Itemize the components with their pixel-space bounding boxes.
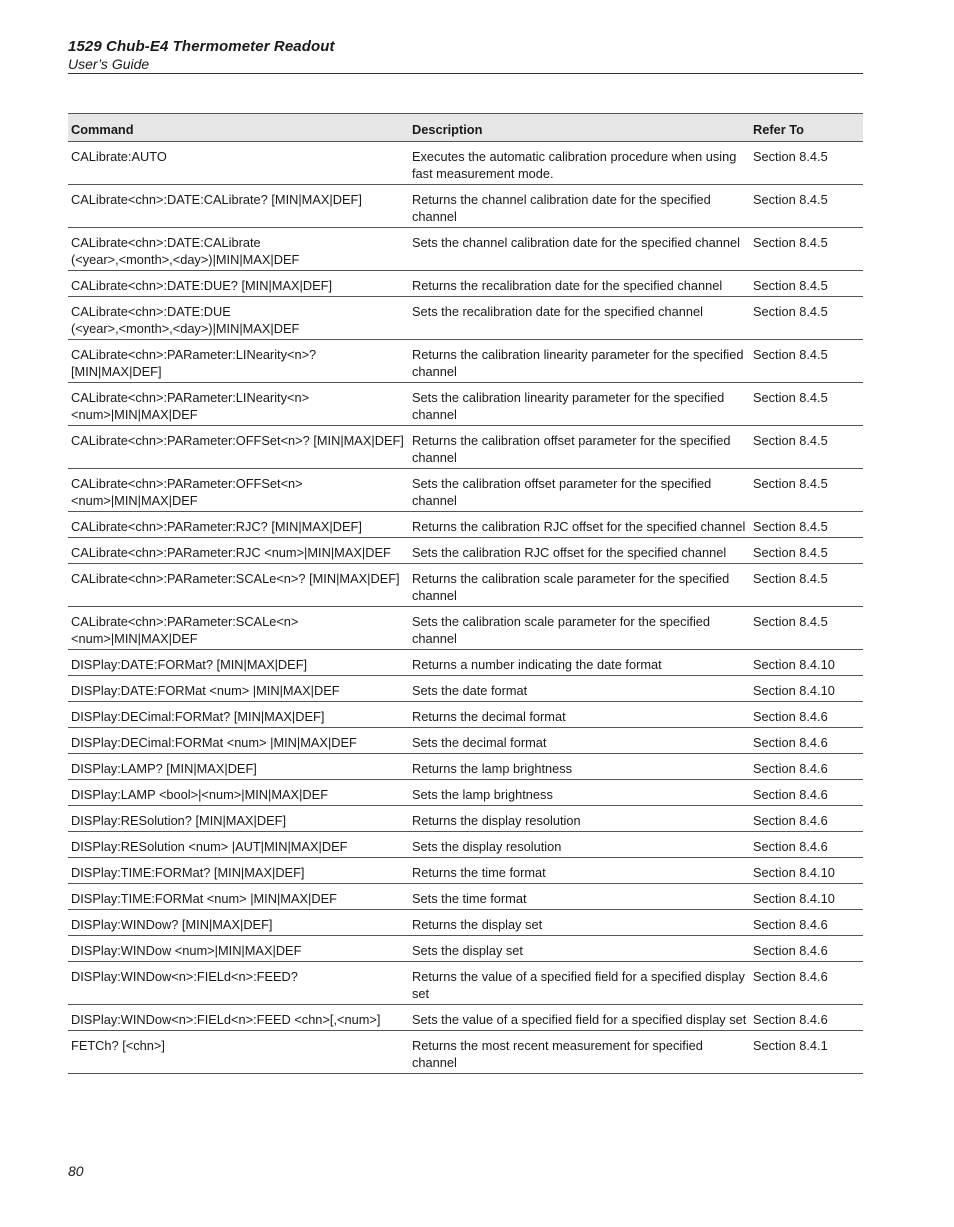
description-cell: Returns the channel calibration date for the specified channel <box>409 185 750 228</box>
refer-to-cell: Section 8.4.5 <box>750 538 863 564</box>
description-cell: Returns the calibration RJC offset for the specified channel <box>409 512 750 538</box>
command-cell: DISPlay:LAMP <bool>|<num>|MIN|MAX|DEF <box>68 780 409 806</box>
refer-to-cell: Section 8.4.6 <box>750 780 863 806</box>
table-row <box>68 676 863 702</box>
refer-to-cell: Section 8.4.5 <box>750 185 863 228</box>
refer-to-cell: Section 8.4.5 <box>750 340 863 383</box>
description-cell: Sets the decimal format <box>409 728 750 754</box>
description-cell: Sets the calibration scale parameter for the specified channel <box>409 607 750 650</box>
table-body <box>68 142 863 1074</box>
command-cell: DISPlay:DATE:FORMat? [MIN|MAX|DEF] <box>68 650 409 676</box>
table-row <box>68 780 863 806</box>
description-cell: Returns the calibration linearity parameter for the specified channel <box>409 340 750 383</box>
refer-to-cell: Section 8.4.6 <box>750 962 863 1005</box>
description-cell: Returns the lamp brightness <box>409 754 750 780</box>
description-cell: Returns the calibration scale parameter for the specified channel <box>409 564 750 607</box>
description-cell: Returns the decimal format <box>409 702 750 728</box>
description-cell: Sets the display resolution <box>409 832 750 858</box>
refer-to-cell: Section 8.4.5 <box>750 383 863 426</box>
table-row <box>68 538 863 564</box>
command-cell: DISPlay:TIME:FORMat <num> |MIN|MAX|DEF <box>68 884 409 910</box>
table-row <box>68 185 863 228</box>
refer-to-cell: Section 8.4.6 <box>750 936 863 962</box>
table-row <box>68 564 863 607</box>
description-cell: Sets the calibration offset parameter for the specified channel <box>409 469 750 512</box>
command-cell: DISPlay:RESolution <num> |AUT|MIN|MAX|DEF <box>68 832 409 858</box>
table-row <box>68 832 863 858</box>
table-row <box>68 858 863 884</box>
table-row <box>68 910 863 936</box>
description-cell: Sets the time format <box>409 884 750 910</box>
refer-to-cell: Section 8.4.10 <box>750 884 863 910</box>
table-row <box>68 469 863 512</box>
command-cell: CALibrate<chn>:DATE:CALibrate? [MIN|MAX|DEF] <box>68 185 409 228</box>
description-cell: Sets the calibration linearity parameter for the specified channel <box>409 383 750 426</box>
description-cell: Returns the recalibration date for the specified channel <box>409 271 750 297</box>
column-header-description: Description <box>409 114 750 142</box>
command-cell: DISPlay:WINDow? [MIN|MAX|DEF] <box>68 910 409 936</box>
table-row <box>68 512 863 538</box>
description-cell: Returns the value of a specified field for a specified display set <box>409 962 750 1005</box>
table-row <box>68 884 863 910</box>
command-cell: CALibrate<chn>:DATE:CALibrate (<year>,<month>,<day>)|MIN|MAX|DEF <box>68 228 409 271</box>
command-cell: CALibrate<chn>:PARameter:RJC <num>|MIN|MAX|DEF <box>68 538 409 564</box>
refer-to-cell: Section 8.4.6 <box>750 1005 863 1031</box>
command-cell: CALibrate<chn>:PARameter:SCALe<n> <num>|MIN|MAX|DEF <box>68 607 409 650</box>
command-cell: CALibrate<chn>:PARameter:SCALe<n>? [MIN|MAX|DEF] <box>68 564 409 607</box>
command-cell: CALibrate<chn>:DATE:DUE? [MIN|MAX|DEF] <box>68 271 409 297</box>
refer-to-cell: Section 8.4.5 <box>750 564 863 607</box>
description-cell: Returns the most recent measurement for specified channel <box>409 1031 750 1074</box>
table-row <box>68 228 863 271</box>
table-row <box>68 340 863 383</box>
description-cell: Returns the calibration offset parameter for the specified channel <box>409 426 750 469</box>
refer-to-cell: Section 8.4.5 <box>750 297 863 340</box>
refer-to-cell: Section 8.4.5 <box>750 512 863 538</box>
command-cell: DISPlay:DECimal:FORMat? [MIN|MAX|DEF] <box>68 702 409 728</box>
document-title: 1529 Chub-E4 Thermometer Readout <box>68 38 335 55</box>
refer-to-cell: Section 8.4.10 <box>750 858 863 884</box>
refer-to-cell: Section 8.4.5 <box>750 469 863 512</box>
refer-to-cell: Section 8.4.6 <box>750 832 863 858</box>
refer-to-cell: Section 8.4.5 <box>750 426 863 469</box>
refer-to-cell: Section 8.4.6 <box>750 806 863 832</box>
command-cell: CALibrate<chn>:DATE:DUE (<year>,<month>,<day>)|MIN|MAX|DEF <box>68 297 409 340</box>
description-cell: Sets the recalibration date for the specified channel <box>409 297 750 340</box>
column-header-command: Command <box>68 114 409 142</box>
command-cell: CALibrate<chn>:PARameter:OFFSet<n> <num>|MIN|MAX|DEF <box>68 469 409 512</box>
refer-to-cell: Section 8.4.6 <box>750 728 863 754</box>
command-cell: DISPlay:DECimal:FORMat <num> |MIN|MAX|DEF <box>68 728 409 754</box>
description-cell: Sets the channel calibration date for the specified channel <box>409 228 750 271</box>
refer-to-cell: Section 8.4.5 <box>750 271 863 297</box>
description-cell: Sets the value of a specified field for a specified display set <box>409 1005 750 1031</box>
header-rule <box>68 73 863 74</box>
refer-to-cell: Section 8.4.6 <box>750 702 863 728</box>
command-cell: CALibrate<chn>:PARameter:RJC? [MIN|MAX|DEF] <box>68 512 409 538</box>
description-cell: Sets the lamp brightness <box>409 780 750 806</box>
refer-to-cell: Section 8.4.5 <box>750 228 863 271</box>
table-header-row <box>68 114 863 142</box>
description-cell: Sets the display set <box>409 936 750 962</box>
refer-to-cell: Section 8.4.6 <box>750 754 863 780</box>
refer-to-cell: Section 8.4.10 <box>750 650 863 676</box>
command-cell: DISPlay:TIME:FORMat? [MIN|MAX|DEF] <box>68 858 409 884</box>
column-header-refer-to: Refer To <box>750 114 863 142</box>
command-cell: CALibrate<chn>:PARameter:LINearity<n>? [MIN|MAX|DEF] <box>68 340 409 383</box>
table-row <box>68 426 863 469</box>
refer-to-cell: Section 8.4.5 <box>750 142 863 185</box>
description-cell: Sets the calibration RJC offset for the specified channel <box>409 538 750 564</box>
command-cell: DISPlay:WINDow<n>:FIELd<n>:FEED? <box>68 962 409 1005</box>
table-row <box>68 936 863 962</box>
table-row <box>68 607 863 650</box>
command-cell: FETCh? [<chn>] <box>68 1031 409 1074</box>
table-row <box>68 754 863 780</box>
command-cell: DISPlay:DATE:FORMat <num> |MIN|MAX|DEF <box>68 676 409 702</box>
description-cell: Returns the display set <box>409 910 750 936</box>
command-table <box>68 113 863 1074</box>
description-cell: Executes the automatic calibration procedure when using fast measurement mode. <box>409 142 750 185</box>
refer-to-cell: Section 8.4.5 <box>750 607 863 650</box>
refer-to-cell: Section 8.4.6 <box>750 910 863 936</box>
description-cell: Returns the display resolution <box>409 806 750 832</box>
document-subtitle: User’s Guide <box>68 56 150 72</box>
table-row <box>68 702 863 728</box>
table-row <box>68 142 863 185</box>
command-cell: CALibrate<chn>:PARameter:LINearity<n> <num>|MIN|MAX|DEF <box>68 383 409 426</box>
table-row <box>68 297 863 340</box>
command-cell: DISPlay:RESolution? [MIN|MAX|DEF] <box>68 806 409 832</box>
description-cell: Returns the time format <box>409 858 750 884</box>
refer-to-cell: Section 8.4.1 <box>750 1031 863 1074</box>
description-cell: Sets the date format <box>409 676 750 702</box>
refer-to-cell: Section 8.4.10 <box>750 676 863 702</box>
table-row <box>68 1031 863 1074</box>
table-row <box>68 806 863 832</box>
command-cell: DISPlay:WINDow<n>:FIELd<n>:FEED <chn>[,<num>] <box>68 1005 409 1031</box>
command-cell: CALibrate<chn>:PARameter:OFFSet<n>? [MIN|MAX|DEF] <box>68 426 409 469</box>
table-row <box>68 728 863 754</box>
table-row <box>68 962 863 1005</box>
command-cell: CALibrate:AUTO <box>68 142 409 185</box>
description-cell: Returns a number indicating the date format <box>409 650 750 676</box>
table-row <box>68 271 863 297</box>
table-row <box>68 383 863 426</box>
page-number: 80 <box>68 1163 84 1179</box>
table-row <box>68 1005 863 1031</box>
command-cell: DISPlay:WINDow <num>|MIN|MAX|DEF <box>68 936 409 962</box>
command-cell: DISPlay:LAMP? [MIN|MAX|DEF] <box>68 754 409 780</box>
table-row <box>68 650 863 676</box>
